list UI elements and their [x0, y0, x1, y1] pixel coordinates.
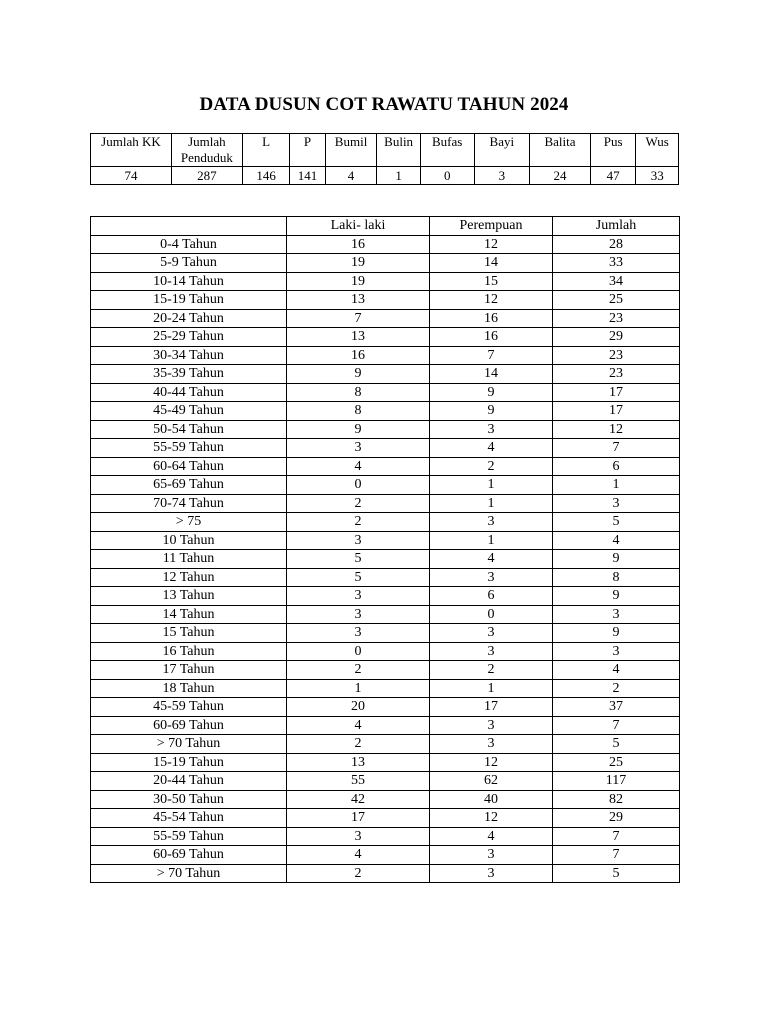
age-group-cell: 17 Tahun [91, 661, 287, 680]
table-row [91, 272, 680, 291]
total-count-cell: 3 [553, 605, 680, 624]
age-group-cell: 10-14 Tahun [91, 272, 287, 291]
table-row [91, 846, 680, 865]
female-count-cell: 3 [430, 624, 553, 643]
female-count-cell: 9 [430, 402, 553, 421]
age-group-cell: 70-74 Tahun [91, 494, 287, 513]
total-count-cell: 82 [553, 790, 680, 809]
total-count-cell: 1 [553, 476, 680, 495]
male-count-cell: 1 [287, 679, 430, 698]
age-group-cell: 16 Tahun [91, 642, 287, 661]
age-table-body [91, 235, 680, 883]
male-count-cell: 3 [287, 605, 430, 624]
table-row [91, 402, 680, 421]
female-count-cell: 3 [430, 420, 553, 439]
total-count-cell: 7 [553, 716, 680, 735]
summary-header-cell: Bulin [377, 134, 421, 167]
age-group-cell: > 70 Tahun [91, 735, 287, 754]
total-count-cell: 117 [553, 772, 680, 791]
male-count-cell: 4 [287, 716, 430, 735]
total-count-cell: 17 [553, 402, 680, 421]
female-count-cell: 2 [430, 457, 553, 476]
male-count-cell: 2 [287, 864, 430, 883]
table-row [91, 642, 680, 661]
female-count-cell: 1 [430, 679, 553, 698]
female-count-cell: 3 [430, 642, 553, 661]
age-header-cell: Jumlah [553, 217, 680, 236]
total-count-cell: 28 [553, 235, 680, 254]
table-row [91, 365, 680, 384]
summary-value-cell: 1 [377, 167, 421, 185]
age-group-cell: 65-69 Tahun [91, 476, 287, 495]
total-count-cell: 2 [553, 679, 680, 698]
total-count-cell: 4 [553, 661, 680, 680]
male-count-cell: 3 [287, 624, 430, 643]
summary-value-cell: 0 [420, 167, 474, 185]
total-count-cell: 9 [553, 624, 680, 643]
table-row [91, 309, 680, 328]
male-count-cell: 19 [287, 254, 430, 273]
age-group-cell: 35-39 Tahun [91, 365, 287, 384]
female-count-cell: 1 [430, 476, 553, 495]
table-row [91, 346, 680, 365]
male-count-cell: 13 [287, 753, 430, 772]
summary-header-cell: L [242, 134, 290, 167]
age-group-cell: 60-64 Tahun [91, 457, 287, 476]
table-row [91, 457, 680, 476]
female-count-cell: 1 [430, 494, 553, 513]
summary-header-cell: P [290, 134, 325, 167]
age-group-cell: 15-19 Tahun [91, 291, 287, 310]
age-group-cell: > 70 Tahun [91, 864, 287, 883]
summary-header-cell: Pus [590, 134, 636, 167]
age-group-cell: 12 Tahun [91, 568, 287, 587]
total-count-cell: 7 [553, 439, 680, 458]
male-count-cell: 7 [287, 309, 430, 328]
male-count-cell: 0 [287, 476, 430, 495]
female-count-cell: 9 [430, 383, 553, 402]
age-group-cell: 13 Tahun [91, 587, 287, 606]
age-group-cell: 15-19 Tahun [91, 753, 287, 772]
table-row [91, 494, 680, 513]
summary-header-cell: Bufas [420, 134, 474, 167]
table-row [91, 864, 680, 883]
summary-header-cell: Jumlah KK [91, 134, 172, 167]
age-group-cell: 45-54 Tahun [91, 809, 287, 828]
age-group-cell: 10 Tahun [91, 531, 287, 550]
table-row [91, 291, 680, 310]
table-row [91, 790, 680, 809]
summary-header-cell: Wus [636, 134, 679, 167]
male-count-cell: 13 [287, 291, 430, 310]
total-count-cell: 23 [553, 309, 680, 328]
male-count-cell: 20 [287, 698, 430, 717]
total-count-cell: 23 [553, 346, 680, 365]
male-count-cell: 19 [287, 272, 430, 291]
summary-value-row [91, 167, 679, 185]
male-count-cell: 3 [287, 439, 430, 458]
table-row [91, 661, 680, 680]
table-row [91, 605, 680, 624]
summary-header-cell: Jumlah Penduduk [171, 134, 242, 167]
female-count-cell: 6 [430, 587, 553, 606]
male-count-cell: 3 [287, 827, 430, 846]
male-count-cell: 2 [287, 513, 430, 532]
summary-value-cell: 47 [590, 167, 636, 185]
table-row [91, 235, 680, 254]
male-count-cell: 4 [287, 846, 430, 865]
male-count-cell: 13 [287, 328, 430, 347]
total-count-cell: 5 [553, 513, 680, 532]
summary-value-cell: 287 [171, 167, 242, 185]
summary-value-cell: 141 [290, 167, 325, 185]
female-count-cell: 17 [430, 698, 553, 717]
age-group-cell: > 75 [91, 513, 287, 532]
age-group-cell: 15 Tahun [91, 624, 287, 643]
female-count-cell: 4 [430, 439, 553, 458]
table-row [91, 513, 680, 532]
age-header-row [91, 217, 680, 236]
total-count-cell: 9 [553, 550, 680, 569]
female-count-cell: 4 [430, 550, 553, 569]
female-count-cell: 14 [430, 365, 553, 384]
male-count-cell: 16 [287, 346, 430, 365]
total-count-cell: 34 [553, 272, 680, 291]
table-row [91, 568, 680, 587]
female-count-cell: 12 [430, 753, 553, 772]
total-count-cell: 8 [553, 568, 680, 587]
age-group-table [90, 216, 680, 883]
male-count-cell: 17 [287, 809, 430, 828]
total-count-cell: 7 [553, 846, 680, 865]
age-group-cell: 30-34 Tahun [91, 346, 287, 365]
total-count-cell: 12 [553, 420, 680, 439]
male-count-cell: 2 [287, 735, 430, 754]
male-count-cell: 55 [287, 772, 430, 791]
age-group-cell: 20-44 Tahun [91, 772, 287, 791]
female-count-cell: 0 [430, 605, 553, 624]
total-count-cell: 4 [553, 531, 680, 550]
age-header-cell: Perempuan [430, 217, 553, 236]
table-row [91, 383, 680, 402]
total-count-cell: 6 [553, 457, 680, 476]
male-count-cell: 2 [287, 661, 430, 680]
male-count-cell: 3 [287, 531, 430, 550]
age-group-cell: 55-59 Tahun [91, 439, 287, 458]
total-count-cell: 37 [553, 698, 680, 717]
age-group-cell: 45-59 Tahun [91, 698, 287, 717]
female-count-cell: 7 [430, 346, 553, 365]
male-count-cell: 9 [287, 365, 430, 384]
table-row [91, 772, 680, 791]
female-count-cell: 40 [430, 790, 553, 809]
total-count-cell: 3 [553, 494, 680, 513]
total-count-cell: 25 [553, 291, 680, 310]
male-count-cell: 42 [287, 790, 430, 809]
male-count-cell: 8 [287, 402, 430, 421]
table-row [91, 698, 680, 717]
table-row [91, 439, 680, 458]
summary-value-cell: 74 [91, 167, 172, 185]
age-group-cell: 40-44 Tahun [91, 383, 287, 402]
male-count-cell: 16 [287, 235, 430, 254]
male-count-cell: 4 [287, 457, 430, 476]
total-count-cell: 29 [553, 328, 680, 347]
age-header-cell [91, 217, 287, 236]
female-count-cell: 62 [430, 772, 553, 791]
table-row [91, 328, 680, 347]
total-count-cell: 33 [553, 254, 680, 273]
total-count-cell: 5 [553, 735, 680, 754]
summary-value-cell: 3 [474, 167, 530, 185]
female-count-cell: 12 [430, 291, 553, 310]
total-count-cell: 3 [553, 642, 680, 661]
age-header-cell: Laki- laki [287, 217, 430, 236]
age-group-cell: 55-59 Tahun [91, 827, 287, 846]
female-count-cell: 1 [430, 531, 553, 550]
table-row [91, 679, 680, 698]
female-count-cell: 3 [430, 568, 553, 587]
male-count-cell: 9 [287, 420, 430, 439]
total-count-cell: 25 [553, 753, 680, 772]
table-row [91, 716, 680, 735]
female-count-cell: 4 [430, 827, 553, 846]
total-count-cell: 7 [553, 827, 680, 846]
female-count-cell: 3 [430, 716, 553, 735]
age-group-cell: 50-54 Tahun [91, 420, 287, 439]
table-row [91, 753, 680, 772]
female-count-cell: 3 [430, 846, 553, 865]
age-group-cell: 20-24 Tahun [91, 309, 287, 328]
table-row [91, 624, 680, 643]
age-group-cell: 0-4 Tahun [91, 235, 287, 254]
female-count-cell: 12 [430, 809, 553, 828]
table-row [91, 809, 680, 828]
male-count-cell: 3 [287, 587, 430, 606]
age-group-cell: 14 Tahun [91, 605, 287, 624]
table-row [91, 735, 680, 754]
table-row [91, 550, 680, 569]
female-count-cell: 12 [430, 235, 553, 254]
male-count-cell: 5 [287, 568, 430, 587]
table-row [91, 476, 680, 495]
male-count-cell: 2 [287, 494, 430, 513]
age-group-cell: 11 Tahun [91, 550, 287, 569]
summary-header-row [91, 134, 679, 167]
female-count-cell: 3 [430, 735, 553, 754]
age-group-cell: 5-9 Tahun [91, 254, 287, 273]
female-count-cell: 14 [430, 254, 553, 273]
male-count-cell: 0 [287, 642, 430, 661]
female-count-cell: 2 [430, 661, 553, 680]
summary-value-cell: 24 [530, 167, 591, 185]
total-count-cell: 17 [553, 383, 680, 402]
summary-value-cell: 4 [325, 167, 377, 185]
total-count-cell: 29 [553, 809, 680, 828]
summary-header-cell: Bayi [474, 134, 530, 167]
table-row [91, 254, 680, 273]
table-row [91, 827, 680, 846]
summary-header-cell: Balita [530, 134, 591, 167]
female-count-cell: 16 [430, 328, 553, 347]
total-count-cell: 5 [553, 864, 680, 883]
total-count-cell: 23 [553, 365, 680, 384]
age-group-cell: 18 Tahun [91, 679, 287, 698]
female-count-cell: 16 [430, 309, 553, 328]
table-row [91, 420, 680, 439]
age-group-cell: 25-29 Tahun [91, 328, 287, 347]
male-count-cell: 8 [287, 383, 430, 402]
table-row [91, 531, 680, 550]
total-count-cell: 9 [553, 587, 680, 606]
male-count-cell: 5 [287, 550, 430, 569]
summary-table [90, 133, 679, 185]
summary-value-cell: 33 [636, 167, 679, 185]
table-row [91, 587, 680, 606]
female-count-cell: 3 [430, 864, 553, 883]
age-group-cell: 60-69 Tahun [91, 716, 287, 735]
female-count-cell: 3 [430, 513, 553, 532]
age-group-cell: 30-50 Tahun [91, 790, 287, 809]
age-group-cell: 45-49 Tahun [91, 402, 287, 421]
summary-header-cell: Bumil [325, 134, 377, 167]
age-group-cell: 60-69 Tahun [91, 846, 287, 865]
summary-value-cell: 146 [242, 167, 290, 185]
female-count-cell: 15 [430, 272, 553, 291]
page-title: DATA DUSUN COT RAWATU TAHUN 2024 [199, 94, 569, 115]
